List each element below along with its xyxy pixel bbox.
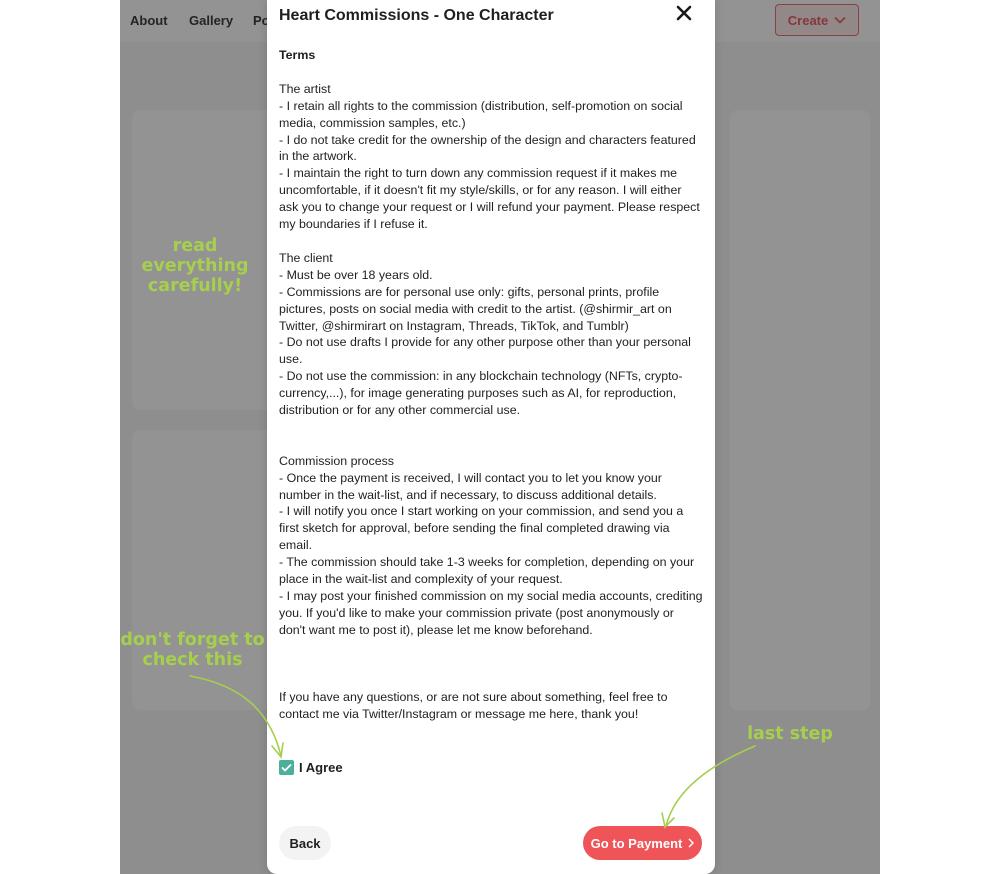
client-terms-section: The client - Must be over 18 years old. - Commissions are for personal use only: gifts, personal prints, profile pictures, posts on social media with credit to the artist. (@shirmir_art on Twitter, @shirmirart on Instagram, Threads, TikTok, and Tumblr) - Do not use drafts I provide for any other purpose other than your personal use. - Do not use the commission: in any blockchain technology (NFTs, crypto-currency,...), for image generating purposes such as AI, for reproduction, distribution or for any other commercial use. <box>279 250 691 418</box>
go-to-payment-button[interactable] <box>583 826 702 860</box>
questions-section: If you have any questions, or are not sure about something, feel free to contact me via Twitter/Instagram or message me here, thank you! <box>279 690 671 722</box>
chevron-right-icon <box>688 838 694 848</box>
commission-process-section: Commission process - Once the payment is received, I will contact you to let you know your number in the wait-list, and if necessary, to discuss additional details. - I will notify you once I start working on your commission, and send you a first sketch for approval, before sending the final completed drawing via email. - The commission should take 1-3 weeks for completion, depending on your place in the wait-list and complexity of your request. - I may post your finished commission on my social media accounts, crediting you. If you'd like to make your commission private (post anonymously or don't want me to post it), please let me know beforehand. <box>279 453 703 637</box>
close-icon[interactable] <box>675 4 693 22</box>
annotation-last-step: last step <box>747 724 833 744</box>
terms-text <box>279 47 703 723</box>
commission-terms-modal <box>267 0 715 874</box>
go-to-payment-label: Go to Payment <box>590 835 683 851</box>
agree-row[interactable] <box>279 760 343 775</box>
agree-checkbox[interactable] <box>279 760 294 775</box>
artist-terms-section: The artist - I retain all rights to the commission (distribution, self-promotion on social media, commission samples, etc.) - I do not take credit for the ownership of the design and characters featured in the artwork. - I maintain the right to turn down any commission request if it makes me uncomfortable, if it doesn't fit my style/skills, or for any reason. I will either ask you to change your request or I will refund your payment. Please respect my boundaries if I refuse it. <box>279 81 700 232</box>
annotation-check-this: don't forget to check this <box>120 630 265 670</box>
checkmark-icon <box>281 763 292 772</box>
agree-label: I Agree <box>299 760 343 775</box>
terms-heading: Terms <box>279 48 316 62</box>
modal-title: Heart Commissions - One Character <box>279 7 554 24</box>
back-button-label: Back <box>289 835 321 851</box>
annotation-read-carefully: read everything carefully! <box>141 236 249 296</box>
back-button[interactable] <box>279 826 331 860</box>
